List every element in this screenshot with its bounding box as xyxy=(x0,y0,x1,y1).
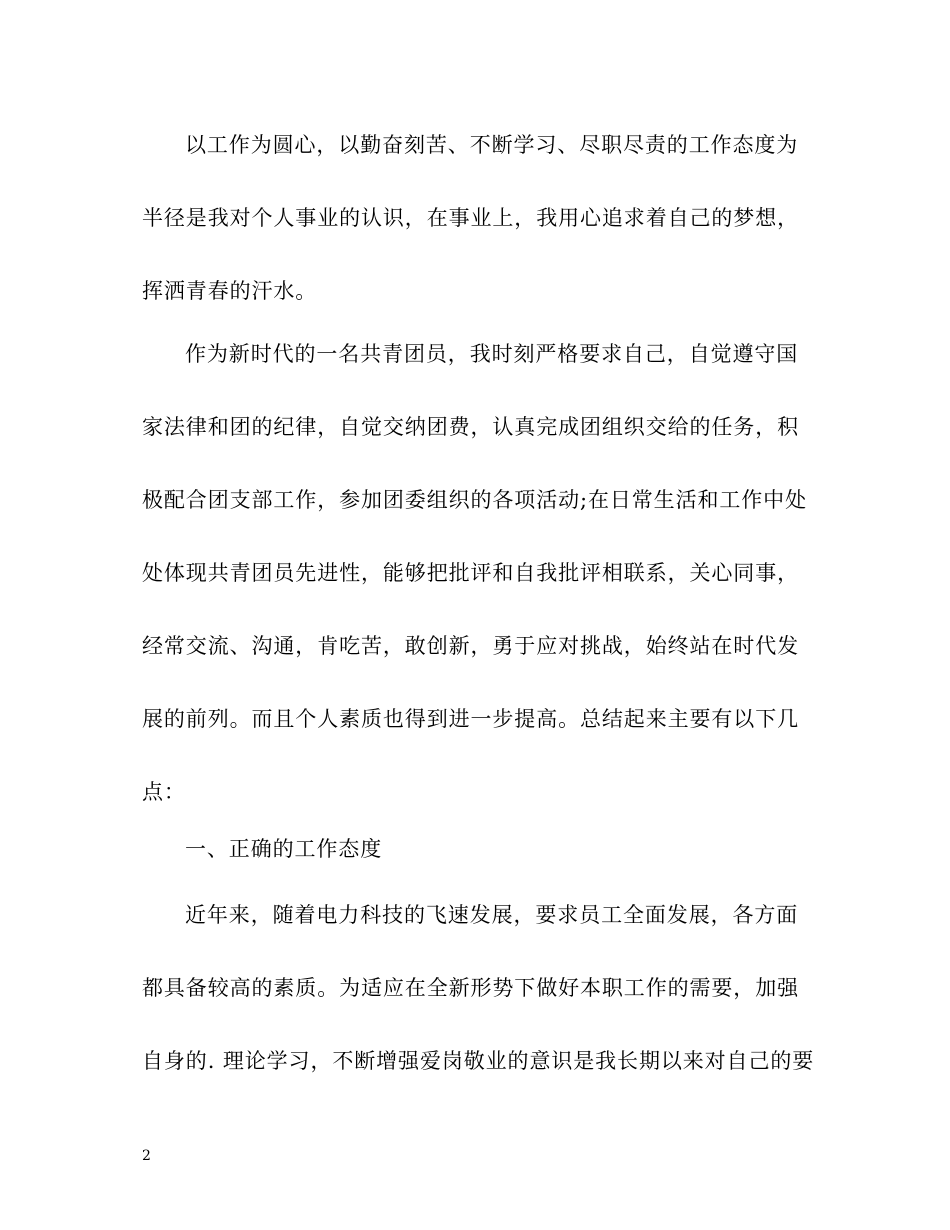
text-line-2: 半径是我对个人事业的认识，在事业上，我用心追求着自己的梦想， xyxy=(142,206,799,230)
text-line-13: 都具备较高的素质。为适应在全新形势下做好本职工作的需要，加强 xyxy=(142,976,799,1000)
text-line-9: 展的前列。而且个人素质也得到进一步提高。总结起来主要有以下几 xyxy=(142,707,799,731)
text-line-1: 以工作为圆心，以勤奋刻苦、不断学习、尽职尽责的工作态度为 xyxy=(185,133,799,157)
text-line-3: 挥洒青春的汗水。 xyxy=(142,279,318,303)
text-line-10: 点： xyxy=(142,780,186,804)
text-line-8: 经常交流、沟通，肯吃苦，敢创新，勇于应对挑战，始终站在时代发 xyxy=(142,634,799,658)
text-line-4: 作为新时代的一名共青团员，我时刻严格要求自己，自觉遵守国 xyxy=(185,342,799,366)
text-line-12: 近年来，随着电力科技的飞速发展，要求员工全面发展，各方面 xyxy=(185,903,799,927)
text-line-14: 自身的. 理论学习，不断增强爱岗敬业的意识是我长期以来对自己的要 xyxy=(142,1049,815,1073)
text-line-6: 极配合团支部工作，参加团委组织的各项活动;在日常生活和工作中处 xyxy=(142,488,807,512)
text-line-7: 处体现共青团员先进性，能够把批评和自我批评相联系，关心同事， xyxy=(142,561,799,585)
section-heading: 一、正确的工作态度 xyxy=(185,837,383,861)
text-line-5: 家法律和团的纪律，自觉交纳团费，认真完成团组织交给的任务，积 xyxy=(142,415,799,439)
page-number: 2 xyxy=(142,1148,151,1164)
